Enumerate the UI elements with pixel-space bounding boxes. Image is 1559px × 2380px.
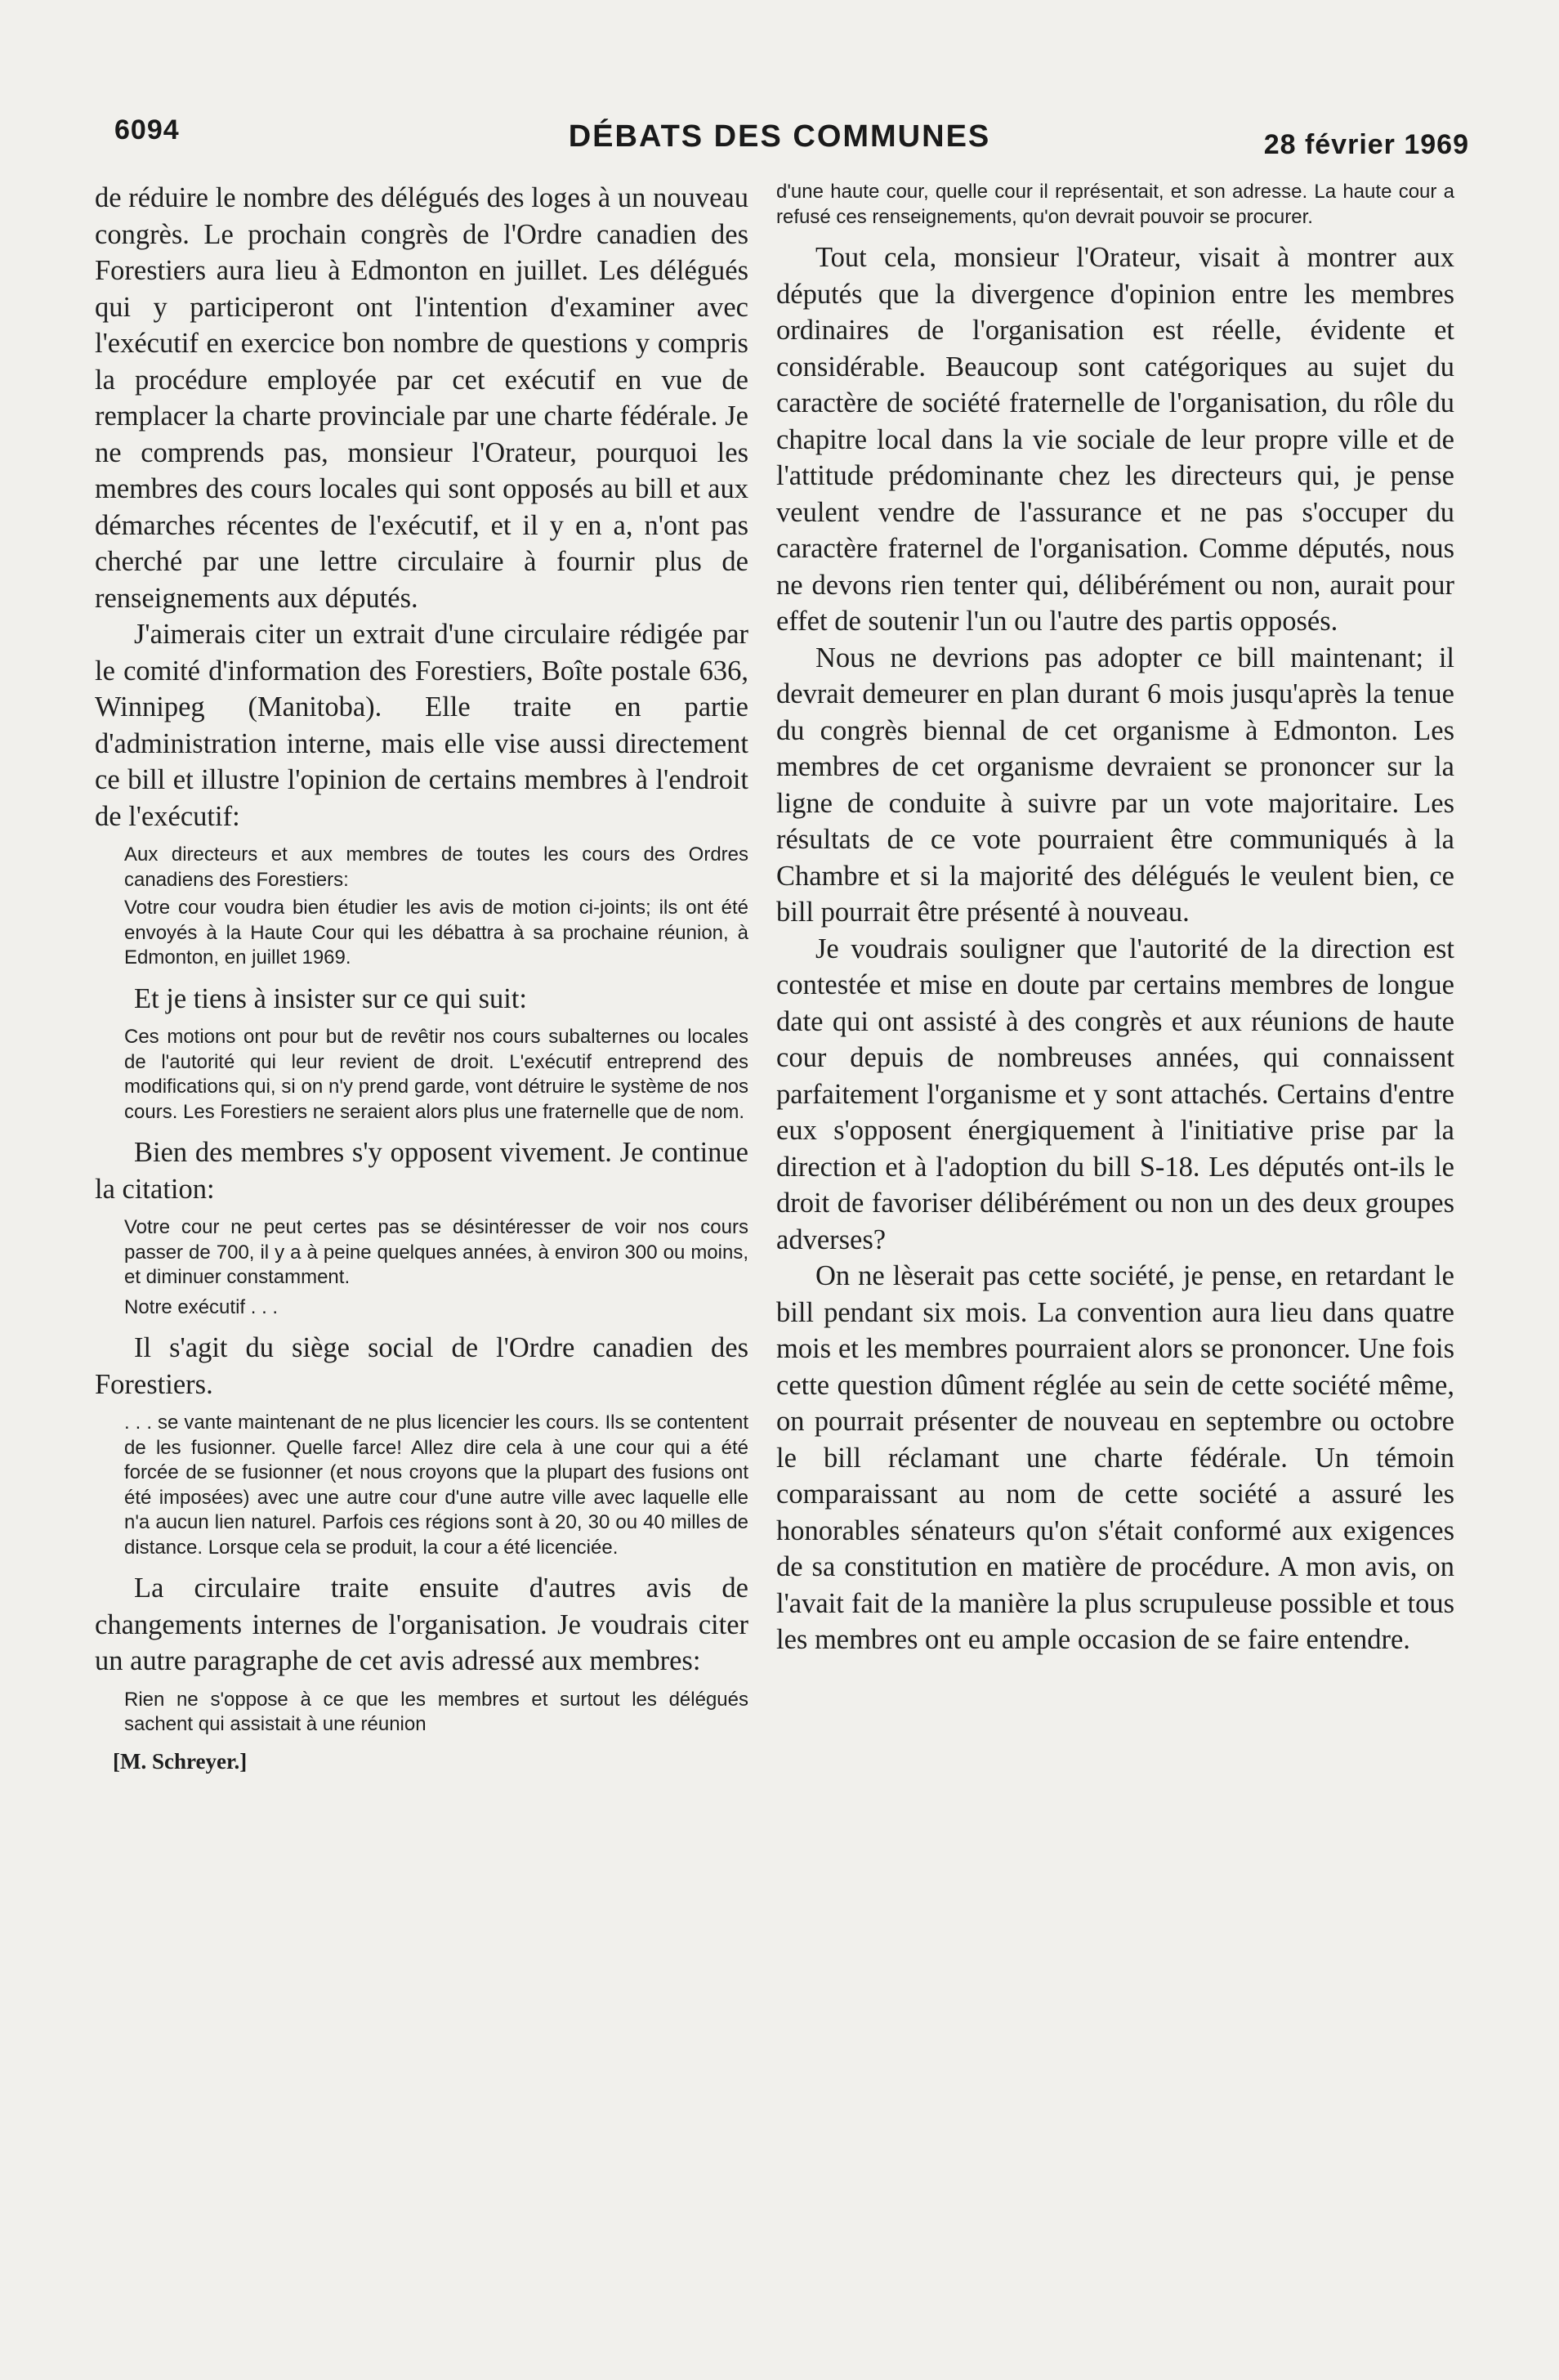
paragraph: Nous ne devrions pas adopter ce bill maintenant; il devrait demeurer en plan durant 6 mois jusqu'après la tenue du congrès biennal de cet organisme à Edmonton. Les membres de cet organisme devraient se prononcer sur la ligne de conduite à suivre par un vote majoritaire. Les résultats de ce vote pourraient être communiqués à la Chambre et si la majorité des délégués le veulent bien, ce bill pourrait être présenté à nouveau. [776, 642, 1454, 928]
quotation: Aux directeurs et aux membres de toutes les cours des Ordres canadiens des Forestiers: [124, 843, 748, 891]
quotation: Rien ne s'oppose à ce que les membres et surtout les délégués sachent qui assistait à une réunion [124, 1688, 748, 1735]
paragraph: Je voudrais souligner que l'autorité de la direction est contestée et mise en doute par certains membres de longue date qui ont assisté à des congrès et aux réunions de haute cour depuis de nombreuses années, qui connaissent parfaitement l'organisme et y sont attachés. Certains d'entre eux s'opposent énergiquement à l'initiative prise par la direction et à l'adoption du bill S-18. Les députés ont-ils le droit de favoriser délibérément ou non un des deux groupes adverses? [776, 933, 1454, 1255]
right-column [776, 180, 1454, 1658]
paragraph: Il s'agit du siège social de l'Ordre canadien des Forestiers. [95, 1332, 748, 1400]
quotation: d'une haute cour, quelle cour il représentait, et son adresse. La haute cour a refusé ces renseignements, qu'on devrait pouvoir se procurer. [776, 181, 1454, 228]
quotation: Ces motions ont pour but de revêtir nos cours subalternes ou locales de l'autorité qui leur revient de droit. L'exécutif entreprend des modifications qui, si on n'y prend garde, vont détruire le système de nos cours. Les Forestiers ne seraient alors plus une fraternelle que de nom. [124, 1026, 748, 1123]
quotation: Votre cour voudra bien étudier les avis de motion ci-joints; ils ont été envoyés à la Haute Cour qui les débattra à sa prochaine réunion, à Edmonton, en juillet 1969. [124, 897, 748, 969]
left-column [95, 180, 748, 1774]
speaker-attribution: [M. Schreyer.] [113, 1748, 248, 1774]
paragraph: J'aimerais citer un extrait d'une circulaire rédigée par le comité d'information des Forestiers, Boîte postale 636, Winnipeg (Manitoba). Elle traite en partie d'administration interne, mais elle vise aussi directement ce bill et illustre l'opinion de certains membres à l'endroit de l'exécutif: [95, 619, 748, 832]
quotation: Notre exécutif . . . [124, 1295, 279, 1318]
page-date: 28 février 1969 [1263, 129, 1469, 160]
quotation: . . . se vante maintenant de ne plus licencier les cours. Ils se contentent de les fusionner. Quelle farce! Allez dire cela à une cour qui a été forcée de se fusionner (et nous croyons que la plupart des fusions ont été imposées) avec une autre cour d'une autre ville avec laquelle elle n'a aucun lien naturel. Parfois ces régions sont à 20, 30 ou 40 milles de distance. Lorsque cela se produit, la cour a été licenciée. [124, 1411, 748, 1559]
paragraph: de réduire le nombre des délégués des loges à un nouveau congrès. Le prochain congrès de l'Ordre canadien des Forestiers aura lieu à Edmonton en juillet. Les délégués qui y participeront ont l'intention d'examiner avec l'exécutif en exercice bon nombre de questions y compris la procédure employée par cet exécutif en vue de remplacer la charte provinciale par une charte fédérale. Je ne comprends pas, monsieur l'Orateur, pourquoi les membres des cours locales qui sont opposés au bill et aux démarches récentes de l'exécutif, et il y en a, n'ont pas cherché par une lettre circulaire à fournir plus de renseignements aux députés. [95, 182, 748, 614]
paragraph: Et je tiens à insister sur ce qui suit: [134, 982, 527, 1014]
paragraph: On ne lèserait pas cette société, je pense, en retardant le bill pendant six mois. La convention aura lieu dans quatre mois et les membres pourraient alors se prononcer. Une fois cette question dûment réglée au sein de cette société même, on pourrait présenter de nouveau en septembre ou octobre le bill réclamant une charte fédérale. Un témoin comparaissant au nom de cette société a assuré les honorables sénateurs qu'on s'était conformé aux exigences de sa constitution en matière de procédure. A mon avis, on l'avait fait de la manière la plus scrupuleuse possible et tous les membres ont eu ample occasion de se faire entendre. [776, 1260, 1454, 1655]
quotation: Votre cour ne peut certes pas se désintéresser de voir nos cours passer de 700, il y a à peine quelques années, à environ 300 ou moins, et diminuer constamment. [124, 1216, 748, 1288]
paragraph: Bien des membres s'y opposent vivement. Je continue la citation: [95, 1137, 748, 1205]
paragraph: Tout cela, monsieur l'Orateur, visait à montrer aux députés que la divergence d'opinion entre les membres ordinaires de l'organisation est réelle, évidente et considérable. Beaucoup sont catégoriques au sujet du caractère de société fraternelle de l'organisation, du rôle du chapitre local dans la vie sociale de leur propre ville et de l'attitude prédominante chez les directeurs qui, je pense veulent vendre de l'assurance et ne pas s'occuper du caractère fraternel de l'organisation. Comme députés, nous ne devons rien tenter qui, délibérément ou non, aurait pour effet de soutenir l'un ou l'autre des partis opposés. [776, 242, 1454, 637]
page-title: DÉBATS DES COMMUNES [568, 119, 991, 154]
paragraph: La circulaire traite ensuite d'autres avis de changements internes de l'organisation. Je voudrais citer un autre paragraphe de cet avis adressé aux membres: [95, 1572, 748, 1676]
page-number: 6094 [114, 114, 180, 145]
